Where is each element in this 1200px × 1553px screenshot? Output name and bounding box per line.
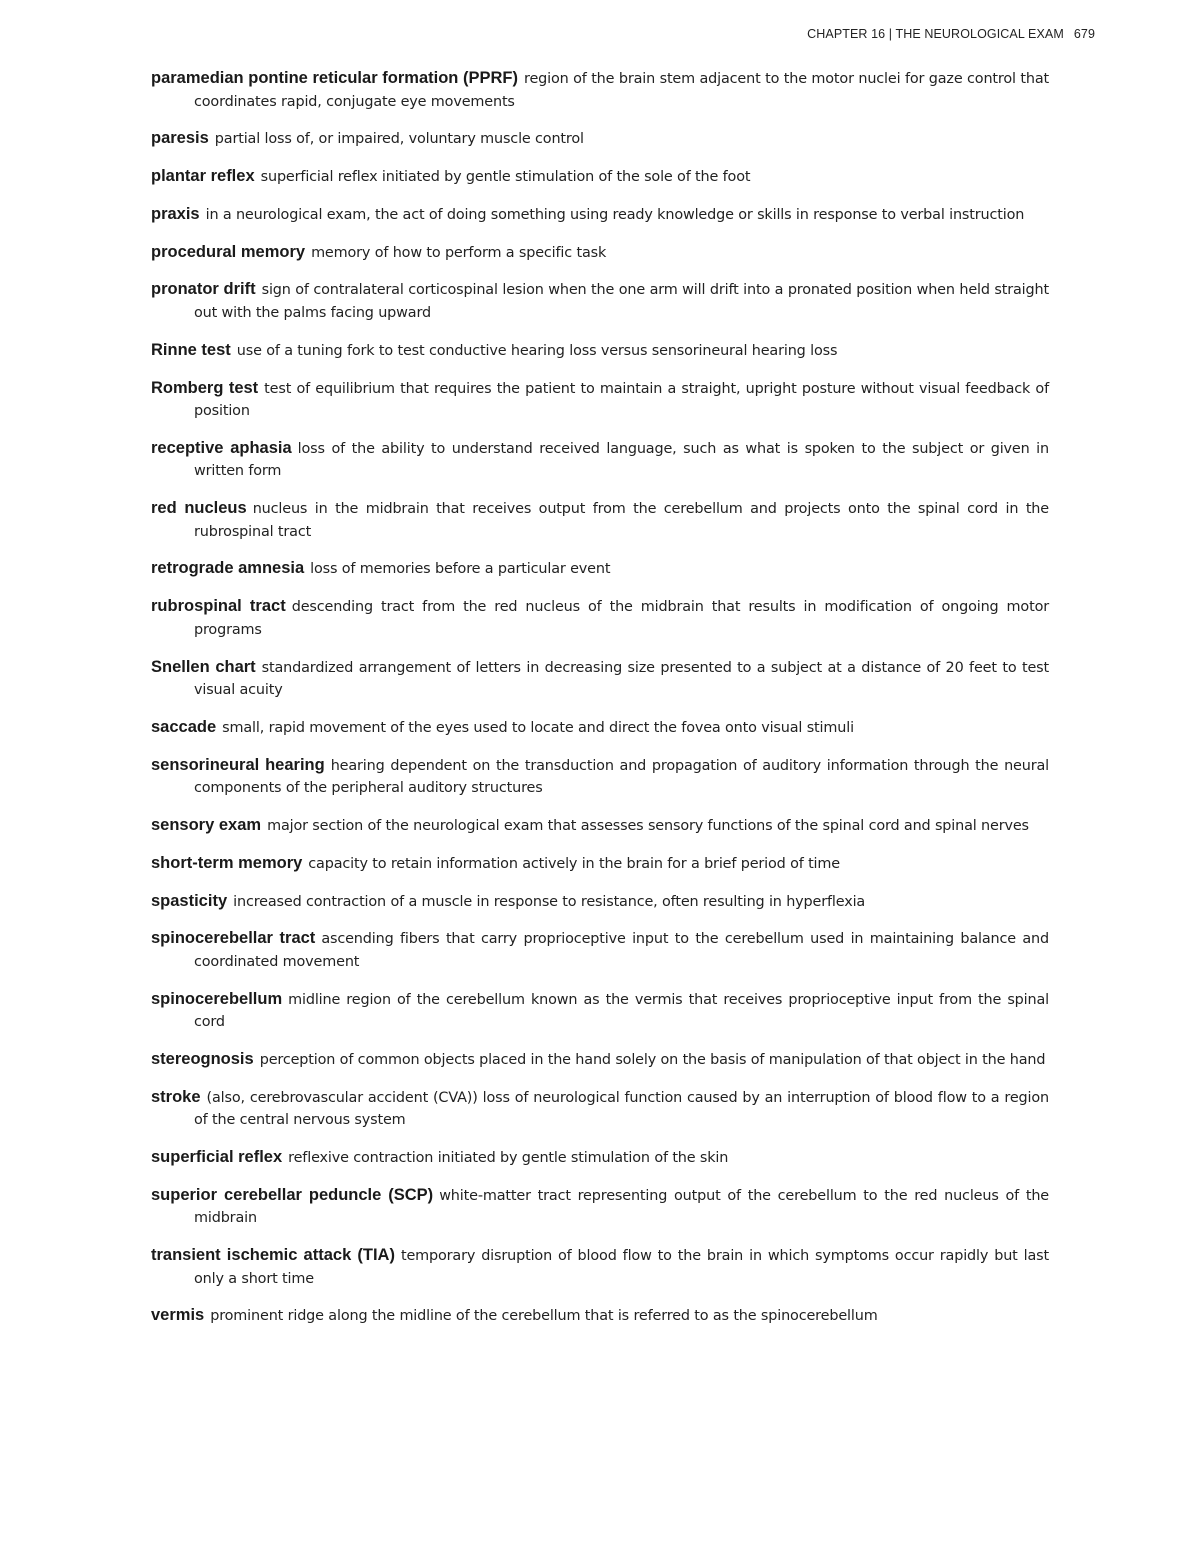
glossary-definition: partial loss of, or impaired, voluntary muscle control <box>214 131 584 148</box>
glossary-entry <box>151 1244 1049 1290</box>
glossary-definition: loss of memories before a particular event <box>310 561 611 578</box>
glossary-term: paresis <box>151 129 209 148</box>
glossary-definition: in a neurological exam, the act of doing something using ready knowledge or skills in response to verbal instruction <box>205 206 1025 223</box>
glossary-entry <box>151 754 1049 800</box>
glossary-term: rubrospinal tract <box>151 597 286 616</box>
glossary-entry <box>151 165 1049 189</box>
glossary-term: saccade <box>151 717 217 736</box>
glossary-term: sensorineural hearing <box>151 755 325 774</box>
glossary-definition: perception of common objects placed in the hand solely on the basis of manipulation of that object in the hand <box>259 1051 1046 1068</box>
glossary-term: spinocerebellar tract <box>151 929 316 948</box>
glossary-term: retrograde amnesia <box>151 559 305 578</box>
glossary-term: stroke <box>151 1087 201 1106</box>
glossary-term: superficial reflex <box>151 1148 283 1167</box>
glossary-entry <box>151 988 1049 1034</box>
glossary-definition: reflexive contraction initiated by gentle stimulation of the skin <box>288 1150 729 1167</box>
glossary-definition: white-matter tract representing output of the cerebellum to the red nucleus of the midbrain <box>194 1187 1049 1227</box>
glossary-entry <box>151 656 1049 702</box>
glossary-entry <box>151 278 1049 324</box>
glossary-term: procedural memory <box>151 242 306 261</box>
running-header <box>807 27 1095 41</box>
glossary-entry <box>151 595 1049 641</box>
glossary-definition: temporary disruption of blood flow to the brain in which symptoms occur rapidly but last only a short time <box>194 1248 1049 1287</box>
glossary-definition: midline region of the cerebellum known as the vermis that receives proprioceptive input from the spinal cord <box>194 991 1049 1031</box>
glossary-definition: descending tract from the red nucleus of the midbrain that results in modification of ongoing motor programs <box>194 599 1049 638</box>
glossary-entry <box>151 1184 1049 1230</box>
glossary-entry <box>151 127 1049 151</box>
glossary-definition: hearing dependent on the transduction and propagation of auditory information through the neural components of the peripheral auditory structures <box>194 757 1049 797</box>
glossary-definition: test of equilibrium that requires the patient to maintain a straight, upright posture without visual feedback of position <box>194 380 1049 420</box>
glossary-entry <box>151 1304 1049 1328</box>
glossary-list <box>151 67 1049 1342</box>
glossary-term: short-term memory <box>151 853 303 872</box>
glossary-definition: (also, cerebrovascular accident (CVA)) loss of neurological function caused by an interruption of blood flow to a region of the central nervous system <box>194 1089 1049 1129</box>
glossary-term: stereognosis <box>151 1049 254 1068</box>
glossary-term: paramedian pontine reticular formation (PPRF) <box>151 69 519 87</box>
glossary-term: transient ischemic attack (TIA) <box>151 1246 395 1265</box>
glossary-entry <box>151 67 1049 113</box>
glossary-entry <box>151 852 1049 876</box>
glossary-definition: use of a tuning fork to test conductive hearing loss versus sensorineural hearing loss <box>236 342 838 359</box>
glossary-definition: memory of how to perform a specific task <box>311 244 607 261</box>
glossary-term: red nucleus <box>151 499 247 518</box>
glossary-entry <box>151 890 1049 914</box>
glossary-entry <box>151 716 1049 740</box>
glossary-term: Rinne test <box>151 340 231 359</box>
glossary-term: receptive aphasia <box>151 438 292 457</box>
glossary-definition: nucleus in the midbrain that receives output from the cerebellum and projects onto the spinal cord in the rubrospinal tract <box>194 501 1049 540</box>
glossary-entry <box>151 241 1049 265</box>
glossary-definition: superficial reflex initiated by gentle stimulation of the sole of the foot <box>260 169 751 186</box>
glossary-entry <box>151 377 1049 423</box>
glossary-definition: increased contraction of a muscle in response to resistance, often resulting in hyperflexia <box>233 893 866 910</box>
glossary-entry <box>151 1146 1049 1170</box>
glossary-term: praxis <box>151 204 200 223</box>
glossary-entry <box>151 1048 1049 1072</box>
glossary-entry <box>151 927 1049 973</box>
glossary-term: sensory exam <box>151 815 262 834</box>
glossary-term: pronator drift <box>151 280 256 299</box>
glossary-definition: region of the brain stem adjacent to the motor nuclei for gaze control that coordinates rapid, conjugate eye movements <box>194 71 1049 110</box>
glossary-term: spinocerebellum <box>151 989 283 1008</box>
glossary-definition: standardized arrangement of letters in decreasing size presented to a subject at a distance of 20 feet to test visual acuity <box>194 659 1049 699</box>
chapter-title: CHAPTER 16 | THE NEUROLOGICAL EXAM <box>807 27 1064 41</box>
glossary-definition: small, rapid movement of the eyes used to locate and direct the fovea onto visual stimuli <box>222 719 854 736</box>
glossary-term: superior cerebellar peduncle (SCP) <box>151 1185 434 1204</box>
glossary-term: vermis <box>151 1306 205 1325</box>
glossary-definition: loss of the ability to understand received language, such as what is spoken to the subject or given in written form <box>194 440 1049 480</box>
glossary-entry <box>151 203 1049 227</box>
glossary-definition: major section of the neurological exam that assesses sensory functions of the spinal cord and spinal nerves <box>267 817 1029 834</box>
glossary-term: plantar reflex <box>151 167 255 186</box>
glossary-entry <box>151 437 1049 483</box>
glossary-term: spasticity <box>151 891 228 910</box>
glossary-definition: sign of contralateral corticospinal lesion when the one arm will drift into a pronated position when held straight out with the palms facing upward <box>194 282 1049 321</box>
page-number: 679 <box>1073 27 1095 41</box>
glossary-term: Romberg test <box>151 378 259 397</box>
glossary-term: Snellen chart <box>151 657 256 676</box>
glossary-definition: capacity to retain information actively in the brain for a brief period of time <box>308 855 840 872</box>
glossary-definition: ascending fibers that carry proprioceptive input to the cerebellum used in maintaining balance and coordinated movement <box>194 931 1049 970</box>
glossary-entry <box>151 557 1049 581</box>
glossary-entry <box>151 497 1049 543</box>
glossary-entry <box>151 339 1049 363</box>
glossary-definition: prominent ridge along the midline of the cerebellum that is referred to as the spinocerebellum <box>210 1308 878 1325</box>
glossary-entry <box>151 814 1049 838</box>
glossary-entry <box>151 1086 1049 1132</box>
